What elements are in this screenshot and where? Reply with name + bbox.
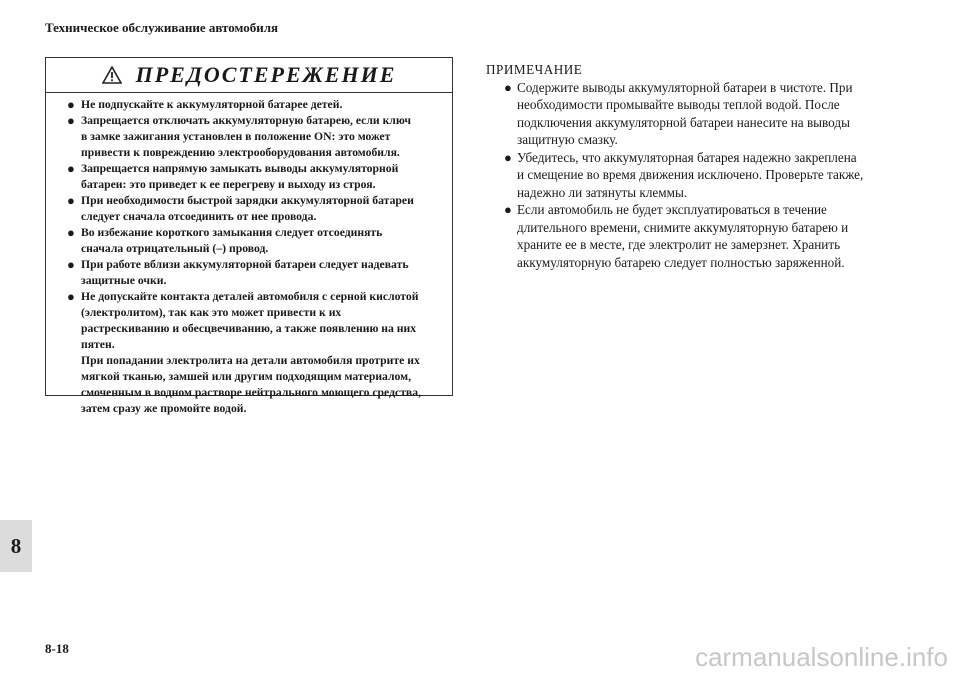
warning-line: Запрещается напрямую замыкать выводы аккумуляторной — [81, 162, 399, 175]
bullet-dot-icon: ● — [67, 97, 75, 112]
warning-line: При работе вблизи аккумуляторной батареи следует надевать — [81, 258, 409, 271]
note-section — [486, 61, 886, 271]
note-line: аккумуляторную батарею следует полностью заряженной. — [517, 254, 845, 270]
bullet-dot-icon: ● — [504, 202, 512, 217]
warning-line: (электролитом), так как это может привести к их — [81, 306, 342, 319]
warning-item — [67, 113, 442, 161]
warning-line: Запрещается отключать аккумуляторную батарею, если ключ — [81, 114, 411, 127]
watermark: carmanualsonline.info — [695, 642, 948, 672]
warning-item — [67, 225, 442, 257]
bullet-dot-icon: ● — [67, 193, 75, 208]
note-line: храните ее в месте, где электролит не замерзнет. Хранить — [517, 237, 841, 252]
bullet-dot-icon: ● — [67, 257, 75, 272]
note-item — [486, 79, 886, 149]
warning-item — [67, 257, 442, 289]
warning-item — [67, 161, 442, 193]
warning-body — [46, 93, 452, 417]
warning-line: защитные очки. — [81, 274, 167, 287]
warning-line: затем сразу же промойте водой. — [81, 402, 247, 415]
note-item — [486, 201, 886, 271]
warning-line: привести к повреждению электрооборудования автомобиля. — [81, 146, 400, 159]
warning-line: Не допускайте контакта деталей автомобиля с серной кислотой — [81, 290, 419, 303]
warning-item — [67, 193, 442, 225]
bullet-dot-icon: ● — [67, 289, 75, 304]
note-line: защитную смазку. — [517, 132, 618, 147]
warning-line: следует сначала отсоединить от нее провода. — [81, 210, 317, 223]
warning-header — [46, 58, 452, 93]
chapter-number: 8 — [10, 533, 22, 558]
note-line: надежно ли затянуты клеммы. — [517, 184, 688, 200]
warning-line: растрескиванию и обесцвечиванию, а также появлению на них — [81, 322, 417, 335]
warning-continuation — [67, 353, 442, 417]
note-title: ПРИМЕЧАНИЕ — [486, 62, 583, 77]
note-line: Убедитесь, что аккумуляторная батарея надежно закреплена — [517, 149, 857, 165]
warning-line: При необходимости быстрой зарядки аккумуляторной батареи — [81, 194, 414, 207]
note-line: необходимости промывайте выводы теплой водой. После — [517, 97, 840, 112]
note-line: длительного времени, снимите аккумуляторную батарею и — [517, 219, 849, 235]
bullet-dot-icon: ● — [67, 113, 75, 128]
warning-line: Не подпускайте к аккумуляторной батарее детей. — [81, 98, 343, 111]
warning-line: батареи: это приведет к ее перегреву и выходу из строя. — [81, 178, 376, 191]
warning-box — [45, 57, 453, 415]
warning-triangle-icon — [102, 66, 122, 84]
note-line: подключения аккумуляторной батареи нанесите на выводы — [517, 114, 850, 130]
bullet-dot-icon: ● — [67, 161, 75, 176]
note-item — [486, 149, 886, 202]
bullet-dot-icon: ● — [67, 225, 75, 240]
warning-title: ПРЕДОСТЕРЕЖЕНИЕ — [135, 62, 397, 87]
note-line: и смещение во время движения исключено. Проверьте также, — [517, 167, 864, 182]
warning-line: в замке зажигания установлен в положение ON: это может — [81, 130, 391, 143]
warning-line: смоченным в водном растворе нейтрального моющего средства, — [81, 386, 422, 399]
note-line: Если автомобиль не будет эксплуатироваться в течение — [517, 202, 827, 217]
warning-line: сначала отрицательный (–) провод. — [81, 242, 269, 255]
note-line: Содержите выводы аккумуляторной батареи в чистоте. При — [517, 79, 853, 95]
warning-item — [67, 289, 442, 353]
warning-line: мягкой тканью, замшей или другим подходящим материалом, — [81, 370, 412, 383]
warning-line: пятен. — [81, 338, 115, 351]
page-header-title: Техническое обслуживание автомобиля — [45, 20, 279, 35]
bullet-dot-icon: ● — [504, 149, 512, 165]
warning-line: При попадании электролита на детали автомобиля протрите их — [81, 354, 420, 367]
warning-item — [67, 97, 442, 113]
page-number: 8-18 — [45, 641, 69, 656]
warning-line: Во избежание короткого замыкания следует отсоединять — [81, 226, 383, 239]
bullet-dot-icon: ● — [504, 79, 512, 95]
chapter-tab — [0, 520, 32, 572]
